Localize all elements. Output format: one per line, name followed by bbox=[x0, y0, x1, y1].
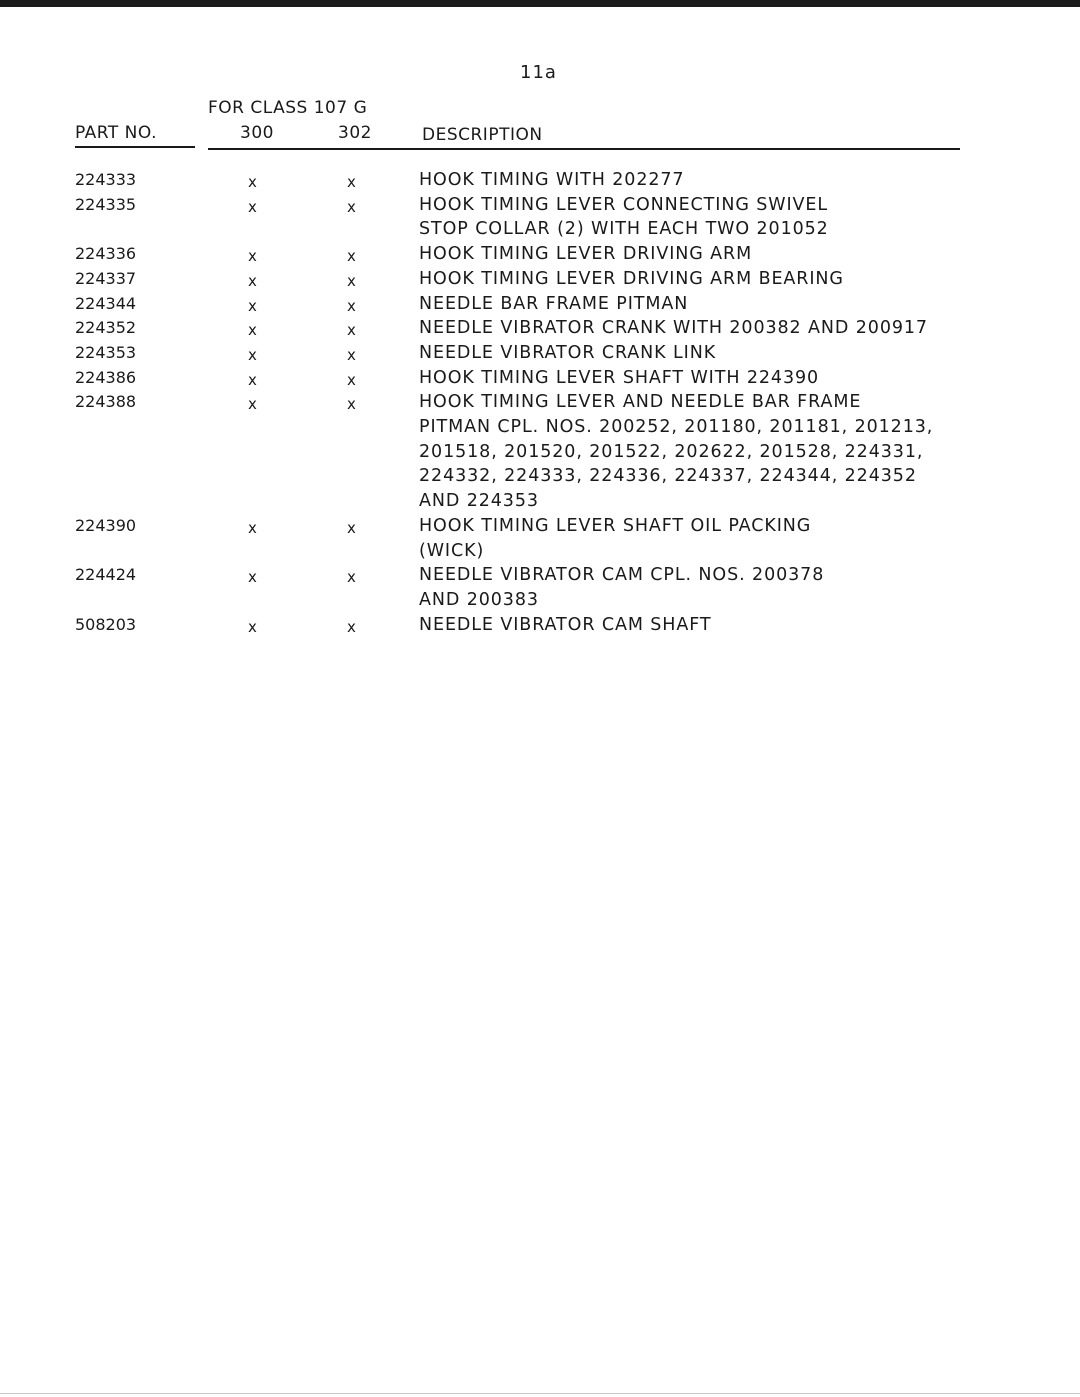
bottom-border-rule bbox=[0, 1393, 1080, 1394]
description-line: NEEDLE VIBRATOR CAM CPL. NOS. 200378 bbox=[419, 565, 825, 586]
table-row bbox=[0, 563, 1080, 612]
description-line: PITMAN CPL. NOS. 200252, 201180, 201181, 201213, bbox=[419, 417, 934, 438]
part-description bbox=[419, 613, 1080, 638]
part-description bbox=[419, 341, 1080, 366]
class-300-mark: x bbox=[248, 617, 257, 636]
part-description bbox=[419, 292, 1080, 317]
description-line: HOOK TIMING LEVER AND NEEDLE BAR FRAME bbox=[419, 392, 862, 413]
class-302-mark: x bbox=[347, 197, 356, 216]
description-line: NEEDLE BAR FRAME PITMAN bbox=[419, 293, 689, 314]
class-302-mark: x bbox=[347, 173, 356, 191]
description-line: HOOK TIMING LEVER SHAFT WITH 224390 bbox=[419, 367, 820, 388]
column-300-header: 300 bbox=[240, 123, 274, 143]
class-300-mark: x bbox=[248, 197, 257, 216]
table-row bbox=[0, 292, 1080, 317]
part-number: 224336 bbox=[75, 244, 137, 264]
part-number: 224344 bbox=[75, 293, 137, 313]
part-description bbox=[419, 168, 1080, 193]
description-line: HOOK TIMING LEVER DRIVING ARM bbox=[419, 244, 753, 265]
part-no-underline bbox=[75, 146, 195, 148]
table-row bbox=[0, 390, 1080, 514]
class-300-mark: x bbox=[248, 296, 257, 315]
description-line: 201518, 201520, 201522, 202622, 201528, 224331, bbox=[419, 441, 924, 462]
column-302-header: 302 bbox=[338, 123, 372, 143]
description-line: HOOK TIMING LEVER DRIVING ARM BEARING bbox=[419, 268, 844, 289]
part-no-header: PART NO. bbox=[75, 123, 157, 143]
part-number: 224390 bbox=[75, 515, 137, 535]
table-row bbox=[0, 242, 1080, 267]
description-line: NEEDLE VIBRATOR CRANK LINK bbox=[419, 342, 717, 363]
class-300-mark: x bbox=[248, 568, 257, 587]
part-description bbox=[419, 267, 1080, 292]
table-row bbox=[0, 366, 1080, 391]
part-number: 224386 bbox=[75, 367, 137, 387]
description-line: NEEDLE VIBRATOR CAM SHAFT bbox=[419, 614, 712, 635]
class-header: FOR CLASS 107 G bbox=[208, 98, 368, 118]
part-number: 224352 bbox=[75, 318, 137, 338]
part-description bbox=[419, 563, 1080, 612]
page-number: 11a bbox=[520, 62, 557, 83]
class-302-mark: x bbox=[347, 321, 356, 340]
description-line: 224332, 224333, 224336, 224337, 224344, 224352 bbox=[419, 466, 917, 487]
description-line: (WICK) bbox=[419, 540, 485, 561]
table-row bbox=[0, 168, 1080, 193]
table-row bbox=[0, 193, 1080, 242]
description-line: HOOK TIMING LEVER SHAFT OIL PACKING bbox=[419, 515, 812, 536]
table-row bbox=[0, 316, 1080, 341]
header-rule bbox=[208, 148, 960, 150]
description-line: NEEDLE VIBRATOR CRANK WITH 200382 AND 200917 bbox=[419, 318, 928, 339]
part-description bbox=[419, 242, 1080, 267]
description-line: HOOK TIMING LEVER CONNECTING SWIVEL bbox=[419, 194, 828, 215]
table-row bbox=[0, 267, 1080, 292]
class-300-mark: x bbox=[248, 247, 257, 266]
class-300-mark: x bbox=[248, 271, 257, 290]
part-number: 224337 bbox=[75, 268, 137, 288]
part-number: 224424 bbox=[75, 565, 137, 585]
class-302-mark: x bbox=[347, 518, 356, 537]
part-description bbox=[419, 316, 1080, 341]
part-description bbox=[419, 193, 1080, 242]
part-number: 224335 bbox=[75, 194, 137, 214]
description-line: HOOK TIMING WITH 202277 bbox=[419, 170, 685, 190]
description-header: DESCRIPTION bbox=[422, 125, 543, 145]
part-number: 224388 bbox=[75, 392, 137, 412]
class-300-mark: x bbox=[248, 345, 257, 364]
part-description bbox=[419, 390, 1080, 514]
description-line: AND 224353 bbox=[419, 491, 539, 512]
description-line: AND 200383 bbox=[419, 589, 539, 610]
class-300-mark: x bbox=[248, 395, 257, 414]
class-302-mark: x bbox=[347, 271, 356, 290]
description-line: STOP COLLAR (2) WITH EACH TWO 201052 bbox=[419, 219, 829, 240]
part-description bbox=[419, 514, 1080, 563]
class-300-mark: x bbox=[248, 518, 257, 537]
parts-list bbox=[0, 168, 1080, 637]
table-row bbox=[0, 341, 1080, 366]
part-number: 508203 bbox=[75, 614, 137, 634]
class-302-mark: x bbox=[347, 395, 356, 414]
class-302-mark: x bbox=[347, 617, 356, 636]
top-border-rule bbox=[0, 0, 1080, 7]
part-description bbox=[419, 366, 1080, 391]
class-302-mark: x bbox=[347, 247, 356, 266]
part-number: 224353 bbox=[75, 342, 137, 362]
class-302-mark: x bbox=[347, 296, 356, 315]
table-row bbox=[0, 514, 1080, 563]
table-row bbox=[0, 613, 1080, 638]
class-300-mark: x bbox=[248, 173, 257, 191]
class-302-mark: x bbox=[347, 370, 356, 389]
class-300-mark: x bbox=[248, 321, 257, 340]
class-300-mark: x bbox=[248, 370, 257, 389]
part-number: 224333 bbox=[75, 170, 137, 189]
class-302-mark: x bbox=[347, 345, 356, 364]
class-302-mark: x bbox=[347, 568, 356, 587]
